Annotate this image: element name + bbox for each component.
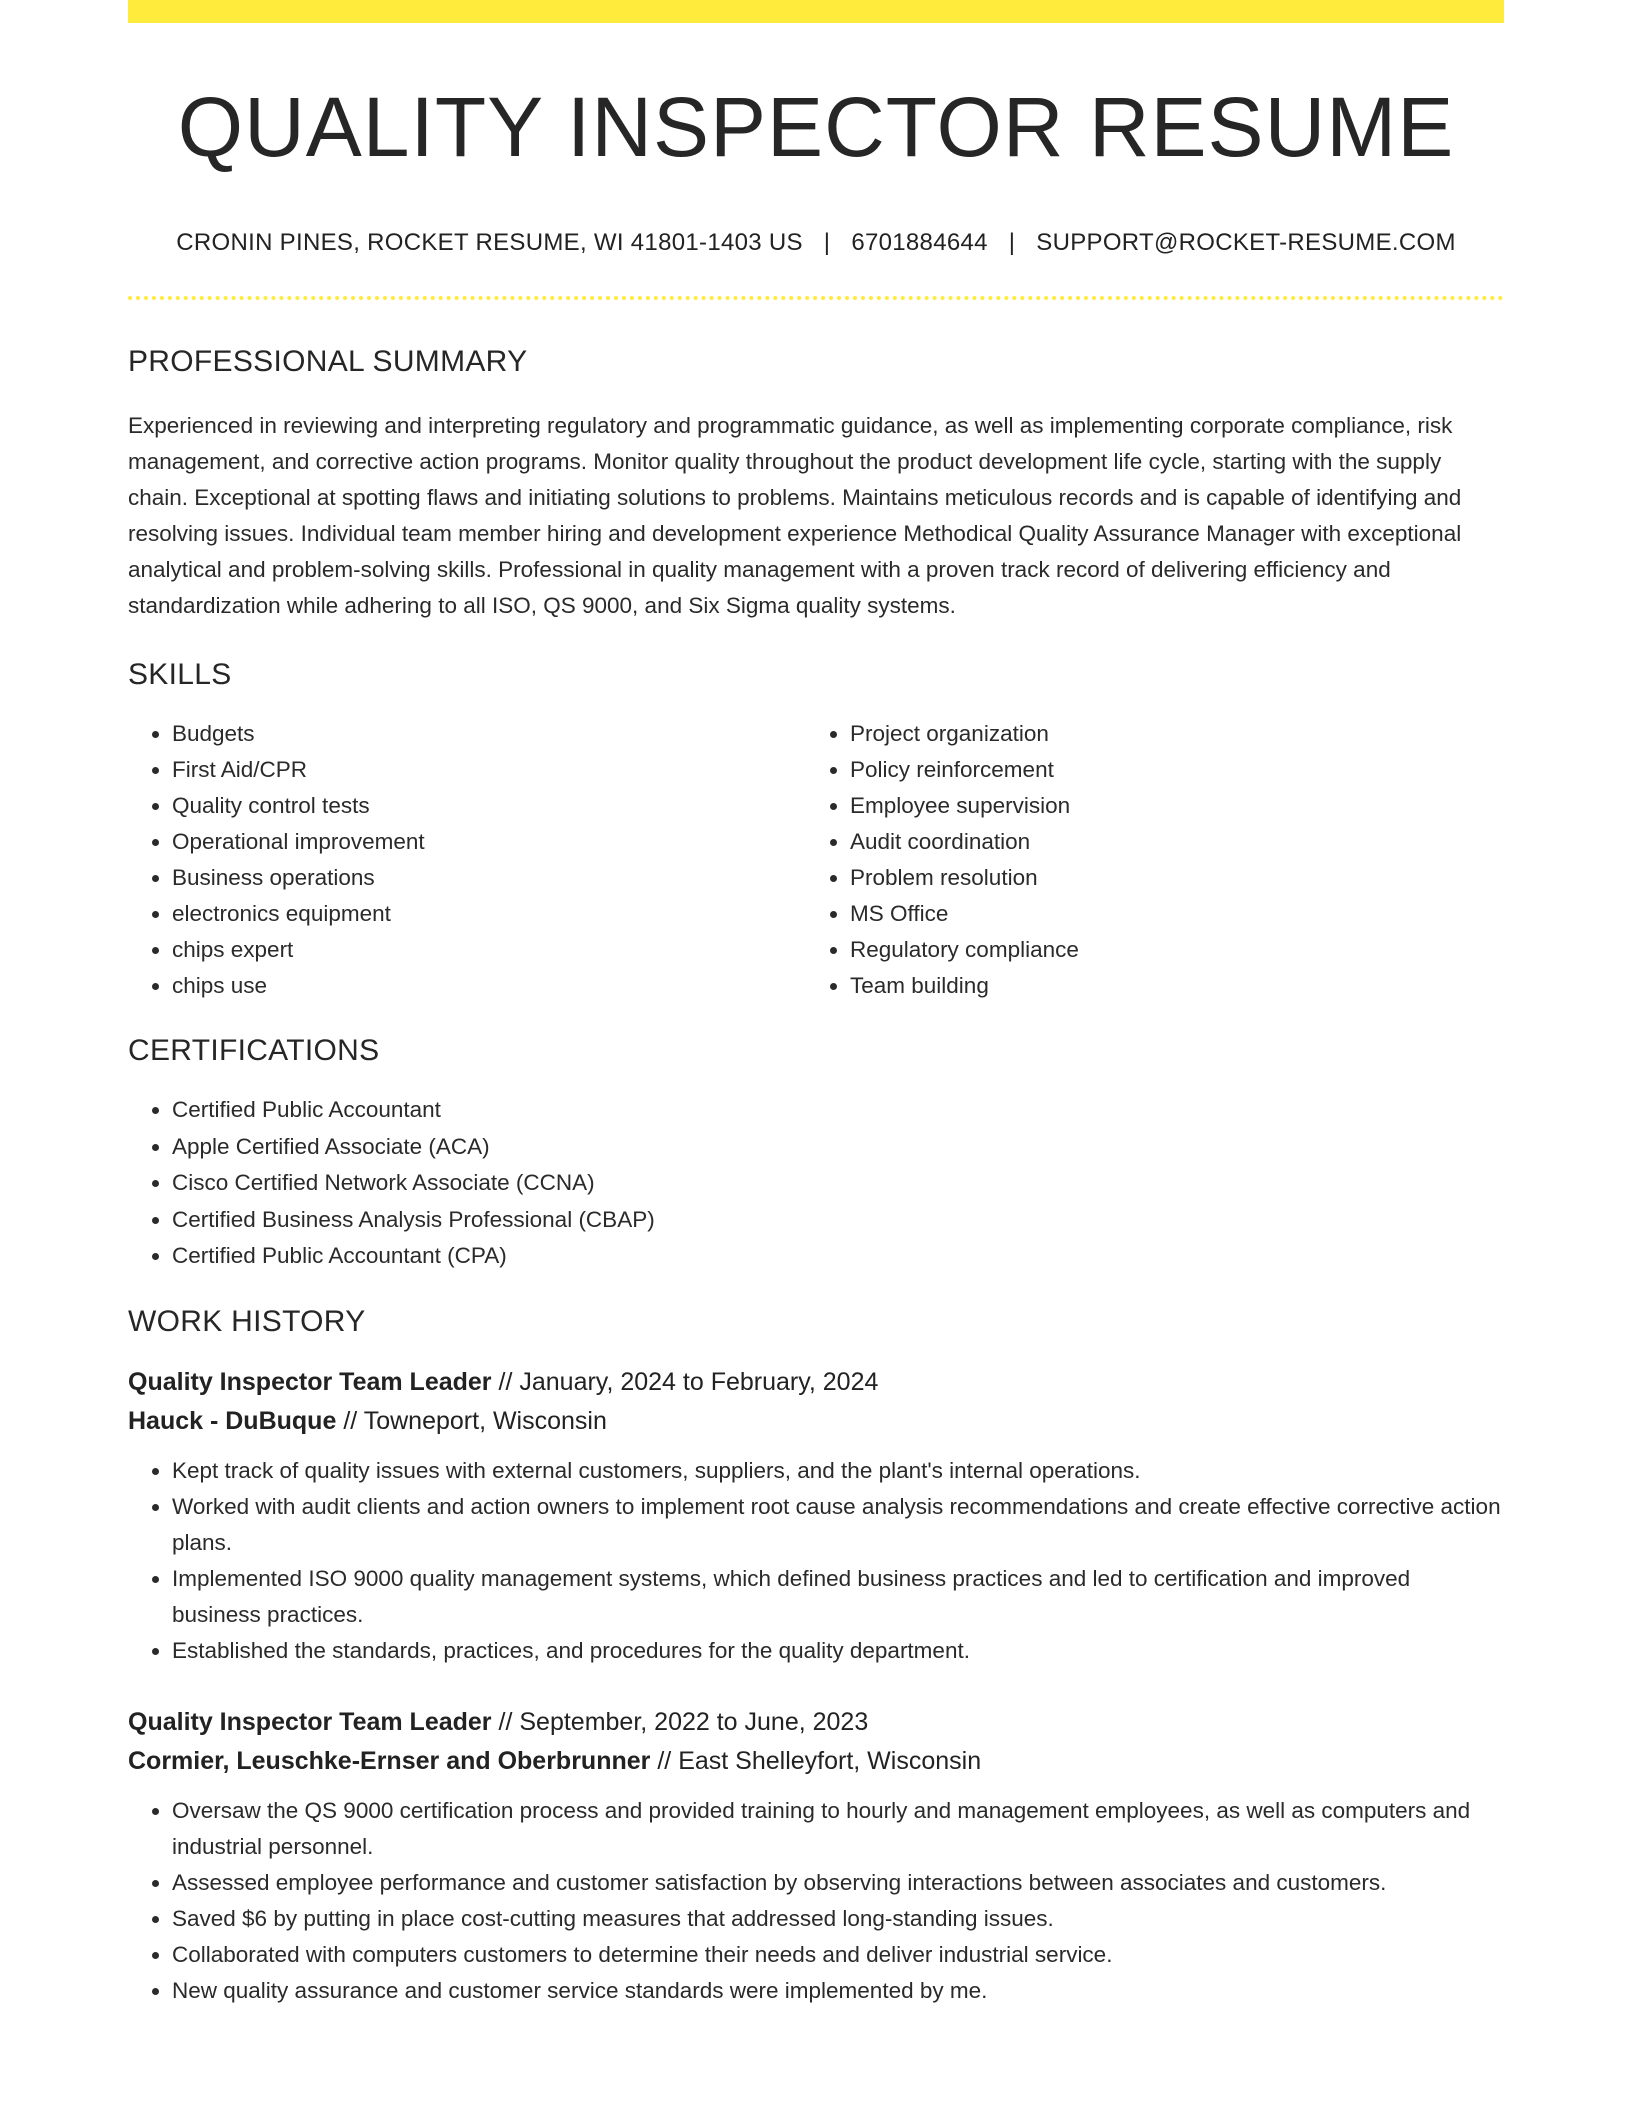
job-dates: January, 2024 to February, 2024: [519, 1367, 879, 1396]
contact-phone: 6701884644: [851, 229, 988, 256]
job-divider: //: [343, 1406, 358, 1435]
job-duty-item: • Kept track of quality issues with external customers, suppliers, and the plant's internal operations.: [172, 1453, 1504, 1489]
skill-item: • Team building: [850, 968, 1484, 1004]
job-location: Towneport, Wisconsin: [363, 1406, 607, 1435]
certification-item: • Apple Certified Associate (ACA): [172, 1129, 1504, 1166]
job-duty-item: • New quality assurance and customer service standards were implemented by me.: [172, 1973, 1504, 2009]
skills-heading: SKILLS: [128, 658, 232, 691]
certification-item: • Certified Business Analysis Professional (CBAP): [172, 1202, 1504, 1239]
skill-item: • Audit coordination: [850, 824, 1484, 860]
work-history-list: [128, 1363, 1504, 2009]
job-divider: //: [657, 1746, 672, 1775]
resume-page: [128, 0, 1504, 2009]
job-title-line: [128, 1703, 1504, 1742]
summary-heading: PROFESSIONAL SUMMARY: [128, 345, 528, 378]
skills-list-left: [128, 716, 806, 1004]
job-company: Hauck - DuBuque: [128, 1406, 337, 1435]
job-duty-item: • Oversaw the QS 9000 certification process and provided training to hourly and management employees, as well as computers and industrial personnel.: [172, 1793, 1504, 1865]
skill-item: • Project organization: [850, 716, 1484, 752]
contact-email: SUPPORT@ROCKET-RESUME.COM: [1036, 229, 1456, 256]
job-entry: [128, 1703, 1504, 2009]
certification-item: • Cisco Certified Network Associate (CCNA): [172, 1165, 1504, 1202]
certifications-list: [128, 1092, 1504, 1275]
skill-item: • Employee supervision: [850, 788, 1484, 824]
job-company: Cormier, Leuschke-Ernser and Oberbrunner: [128, 1746, 651, 1775]
skills-columns: [128, 716, 1504, 1004]
job-divider: //: [498, 1707, 513, 1736]
job-dates: September, 2022 to June, 2023: [519, 1707, 869, 1736]
job-title: Quality Inspector Team Leader: [128, 1367, 492, 1396]
skill-item: • Business operations: [172, 860, 806, 896]
certification-item: • Certified Public Accountant: [172, 1092, 1504, 1129]
job-duty-item: • Collaborated with computers customers to determine their needs and deliver industrial service.: [172, 1937, 1504, 1973]
skill-item: • Budgets: [172, 716, 806, 752]
job-entry: [128, 1363, 1504, 1669]
job-company-line: [128, 1402, 1504, 1441]
certification-item: • Certified Public Accountant (CPA): [172, 1238, 1504, 1275]
skill-item: • Problem resolution: [850, 860, 1484, 896]
contact-address: CRONIN PINES, ROCKET RESUME, WI 41801-1403 US: [176, 229, 803, 256]
skill-item: • chips expert: [172, 932, 806, 968]
skill-item: • MS Office: [850, 896, 1484, 932]
contact-separator: |: [1008, 229, 1016, 256]
dotted-divider: [128, 296, 1504, 300]
job-company-line: [128, 1742, 1504, 1781]
skill-item: • First Aid/CPR: [172, 752, 806, 788]
job-duty-item: • Saved $6 by putting in place cost-cutting measures that addressed long-standing issues.: [172, 1901, 1504, 1937]
certifications-heading: CERTIFICATIONS: [128, 1034, 380, 1067]
job-duty-item: • Established the standards, practices, and procedures for the quality department.: [172, 1633, 1504, 1669]
contact-line: [128, 229, 1504, 257]
job-duty-item: • Implemented ISO 9000 quality management systems, which defined business practices and led to certification and improved business practices.: [172, 1561, 1504, 1633]
job-duty-item: • Assessed employee performance and customer satisfaction by observing interactions between associates and customers.: [172, 1865, 1504, 1901]
skill-item: • chips use: [172, 968, 806, 1004]
job-duties-list: [128, 1793, 1504, 2009]
job-duty-item: • Worked with audit clients and action owners to implement root cause analysis recommendations and create effective corrective action plans.: [172, 1489, 1504, 1561]
contact-separator: |: [823, 229, 831, 256]
job-duties-list: [128, 1453, 1504, 1669]
summary-text: Experienced in reviewing and interpreting regulatory and programmatic guidance, as well as implementing corporate compliance, risk management, and corrective action programs. Monitor quality throughout the product development life cycle, starting with the supply chain. Exceptional at spotting flaws and initiating solutions to problems. Maintains meticulous records and is capable of identifying and resolving issues. Individual team member hiring and development experience Methodical Quality Assurance Manager with exceptional analytical and problem-solving skills. Professional in quality management with a proven track record of delivering efficiency and standardization while adhering to all ISO, QS 9000, and Six Sigma quality systems.: [128, 413, 1462, 618]
skill-item: • Operational improvement: [172, 824, 806, 860]
job-title-line: [128, 1363, 1504, 1402]
skill-item: • Regulatory compliance: [850, 932, 1484, 968]
accent-top-bar: [128, 0, 1504, 23]
skill-item: • Policy reinforcement: [850, 752, 1484, 788]
skill-item: • Quality control tests: [172, 788, 806, 824]
job-divider: //: [498, 1367, 513, 1396]
skill-item: • electronics equipment: [172, 896, 806, 932]
resume-title: QUALITY INSPECTOR RESUME: [177, 80, 1455, 174]
work-history-heading: WORK HISTORY: [128, 1304, 366, 1338]
job-title: Quality Inspector Team Leader: [128, 1707, 492, 1736]
job-location: East Shelleyfort, Wisconsin: [678, 1746, 982, 1775]
skills-list-right: [806, 716, 1484, 1004]
